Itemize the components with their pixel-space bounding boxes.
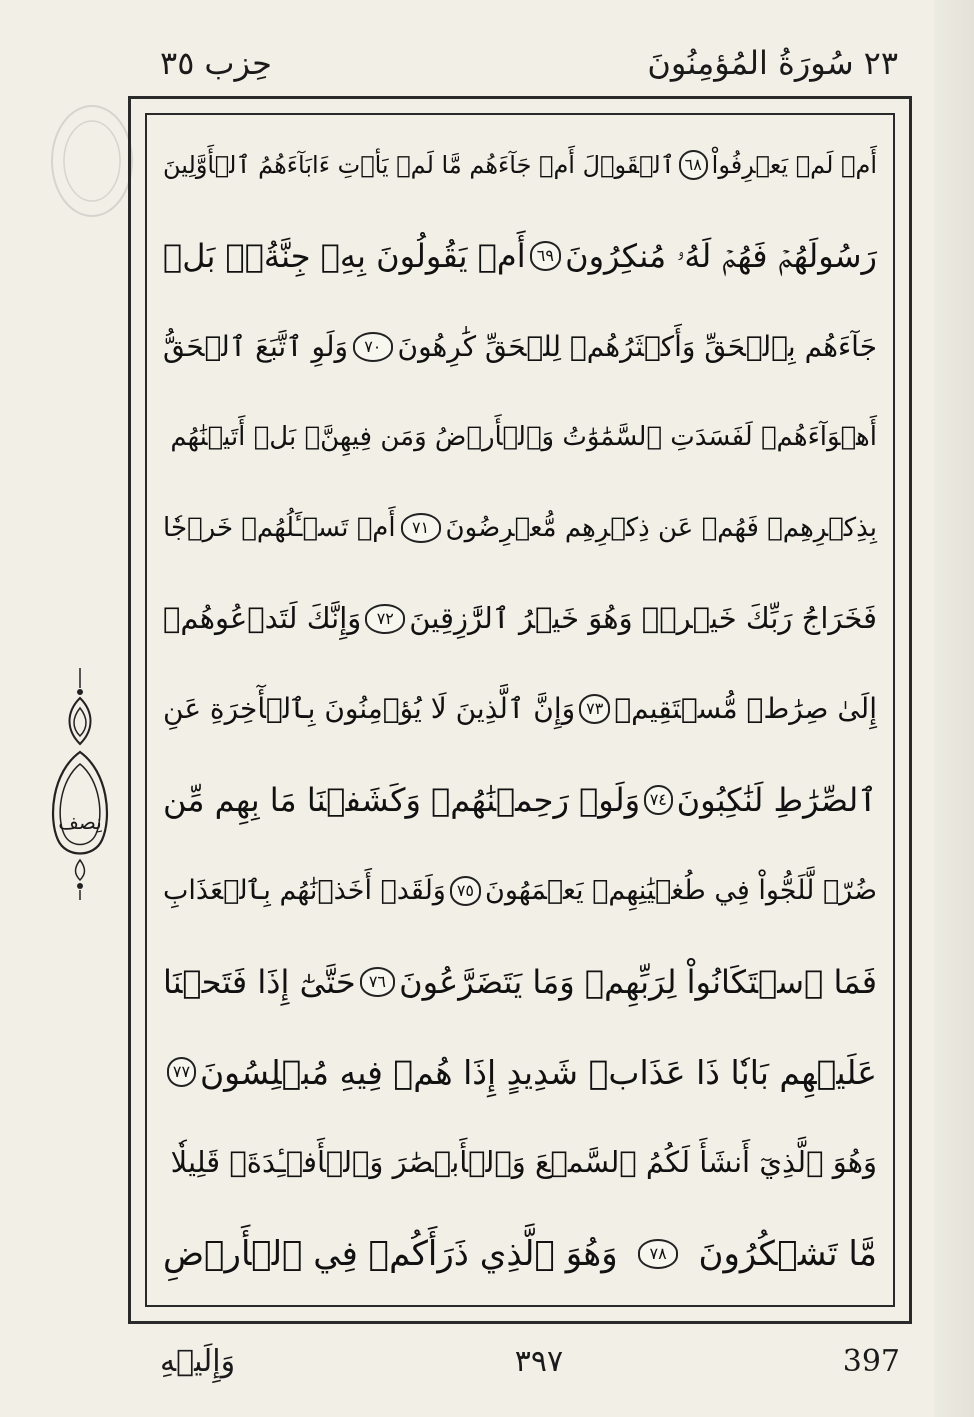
verse-text: ٱلصِّرَٰطِ لَنَٰكِبُونَ xyxy=(676,781,877,820)
text-line xyxy=(163,483,877,574)
text-line xyxy=(163,211,877,302)
nisf-marker xyxy=(44,668,116,900)
verse-text: أَهۡوَآءَهُمۡ لَفَسَدَتِ ٱلسَّمَٰوَٰتُ وَٱلۡأَرۡضُ وَمَن فِيهِنَّۚ بَلۡ أَتَيۡنَٰهُم xyxy=(170,422,877,453)
page-number-arabic: ٣٩٧ xyxy=(514,1343,564,1379)
verse-text: وَهُوَ ٱلَّذِي ذَرَأَكُمۡ فِي ٱلۡأَرۡضِ xyxy=(163,1233,618,1274)
text-line xyxy=(163,936,877,1027)
text-line xyxy=(163,573,877,664)
nisf-label: نِصف xyxy=(58,810,102,834)
verse-text: عَلَيۡهِم بَابٗا ذَا عَذَابٖ شَدِيدٍ إِذَا هُمۡ فِيهِ مُبۡلِسُونَ xyxy=(199,1052,877,1092)
ayah-number-marker: ٧٠ xyxy=(353,332,393,362)
verse-text: فَخَرَاجُ رَبِّكَ خَيۡرٞۖ وَهُوَ خَيۡرُ ٱلرَّٰزِقِينَ xyxy=(409,601,877,636)
hizb-heading xyxy=(160,44,272,82)
verse-text: ضُرّٖ لَّلَجُّواْ فِي طُغۡيَٰنِهِمۡ يَعۡمَهُونَ xyxy=(484,875,877,907)
verse-text: جَآءَهُم بِٱلۡحَقِّ وَأَكۡثَرُهُمۡ لِلۡحَقِّ كَٰرِهُونَ xyxy=(397,329,877,363)
verse-text: فَمَا ٱسۡتَكَانُواْ لِرَبِّهِمۡ وَمَا يَتَضَرَّعُونَ xyxy=(399,962,877,1001)
ayah-number-marker: ٧٨ xyxy=(638,1239,678,1269)
nisf-ornament-icon xyxy=(44,668,116,900)
verse-text: بِذِكۡرِهِمۡ فَهُمۡ عَن ذِكۡرِهِم مُّعۡرِضُونَ xyxy=(445,513,877,544)
hizb-label: حِزب xyxy=(204,44,272,82)
verse-text: وَلَوِ ٱتَّبَعَ ٱلۡحَقُّ xyxy=(163,329,349,363)
verse-text: رَسُولَهُمۡ فَهُمۡ لَهُۥ مُنكِرُونَ xyxy=(565,237,877,276)
surah-name: سُورَةُ المُؤمِنُونَ xyxy=(647,44,854,82)
verse-text: حَتَّىٰٓ إِذَا فَتَحۡنَا xyxy=(163,962,356,1001)
ayah-number-marker: ٦٨ xyxy=(679,150,708,180)
ayah-number-marker: ٧٤ xyxy=(644,785,673,815)
ghost-medallion-icon xyxy=(44,96,140,226)
text-line xyxy=(163,301,877,392)
verse-text: إِلَىٰ صِرَٰطٖ مُّسۡتَقِيمٖ xyxy=(614,692,877,726)
surah-heading xyxy=(647,44,898,82)
text-line xyxy=(163,1118,877,1209)
hizb-number: ٣٥ xyxy=(160,44,195,82)
text-line xyxy=(163,1208,877,1299)
verse-text: وَلَوۡ رَحِمۡنَٰهُمۡ وَكَشَفۡنَا مَا بِهِم مِّن xyxy=(163,781,641,820)
ayah-number-marker: ٧٧ xyxy=(167,1057,196,1087)
catchword: وَإِلَيۡهِ xyxy=(160,1343,236,1379)
page-binding-shade xyxy=(934,0,974,1417)
verse-text: ٱلۡقَوۡلَ أَمۡ جَآءَهُم مَّا لَمۡ يَأۡتِ ءَابَآءَهُمُ ٱلۡأَوَّلِينَ xyxy=(163,151,675,180)
page-footer xyxy=(160,1336,900,1386)
ayah-number-marker: ٧٦ xyxy=(360,967,395,997)
surah-number: ٢٣ xyxy=(863,44,898,82)
page-number-latin: 397 xyxy=(842,1343,900,1379)
text-line xyxy=(163,664,877,755)
text-line xyxy=(163,120,877,211)
quran-text-block xyxy=(163,120,877,1300)
verse-text: وَإِنَّ ٱلَّذِينَ لَا يُؤۡمِنُونَ بِٱلۡأٓخِرَةِ عَنِ xyxy=(163,692,576,726)
text-line xyxy=(163,392,877,483)
ayah-number-marker: ٦٩ xyxy=(530,241,561,271)
verse-text: أَمۡ لَمۡ يَعۡرِفُواْ xyxy=(711,151,877,180)
verse-text: وَإِنَّكَ لَتَدۡعُوهُمۡ xyxy=(163,601,362,636)
page-header xyxy=(160,38,898,88)
text-line xyxy=(163,1027,877,1118)
ayah-number-marker: ٧٣ xyxy=(579,694,610,724)
text-line xyxy=(163,846,877,937)
text-line xyxy=(163,755,877,846)
verse-text: وَلَقَدۡ أَخَذۡنَٰهُم بِٱلۡعَذَابِ xyxy=(163,875,446,907)
ayah-number-marker: ٧٢ xyxy=(365,604,405,634)
ayah-number-marker: ٧١ xyxy=(401,513,441,543)
verse-text: أَمۡ يَقُولُونَ بِهِۦ جِنَّةُۢۚ بَلۡ xyxy=(163,237,526,276)
ayah-number-marker: ٧٥ xyxy=(450,876,481,906)
verse-text: مَّا تَشۡكُرُونَ xyxy=(698,1233,877,1274)
verse-text: أَمۡ تَسۡـَٔلُهُمۡ خَرۡجٗا xyxy=(163,513,396,544)
verse-text: وَهُوَ ٱلَّذِيٓ أَنشَأَ لَكُمُ ٱلسَّمۡعَ وَٱلۡأَبۡصَٰرَ وَٱلۡأَفۡـِٔدَةَۚ قَلِيلٗا xyxy=(170,1145,877,1180)
